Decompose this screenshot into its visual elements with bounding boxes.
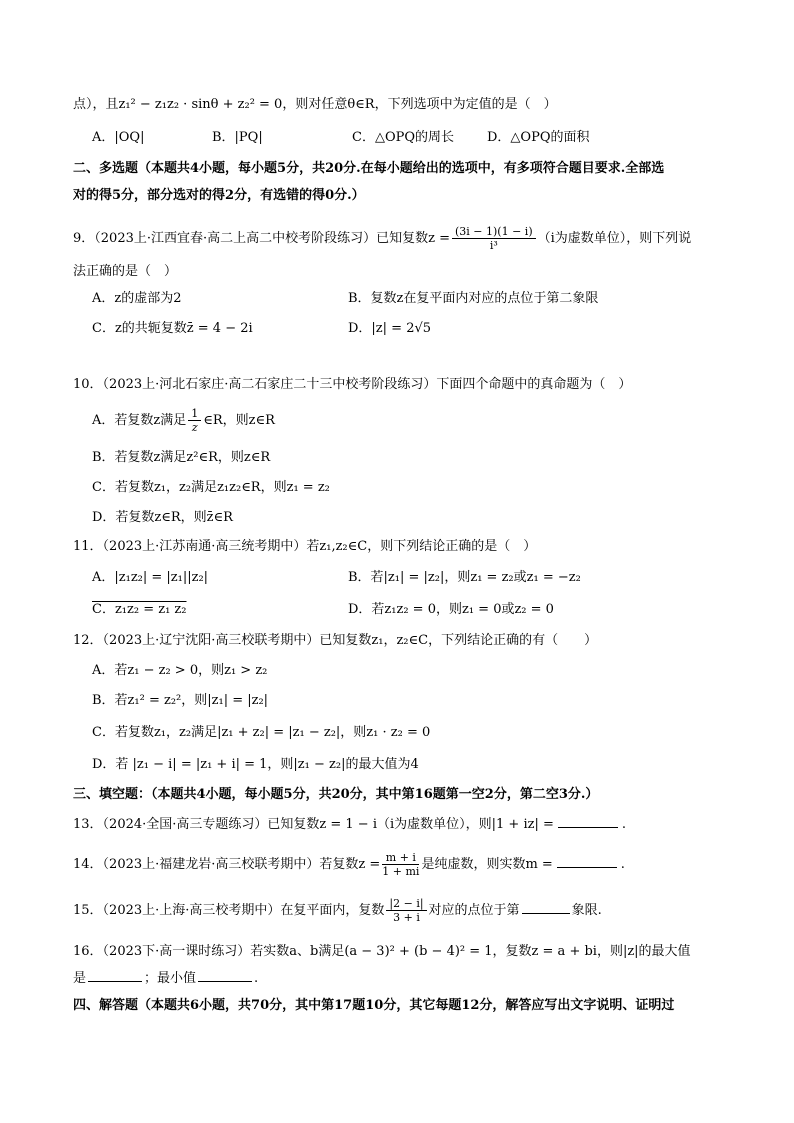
- q10-option-c: C．若复数z₁，z₂满足z₁z₂∈R，则z₁ = z₂: [92, 480, 330, 495]
- q14-stem-mid: 是纯虚数，则实数m =: [421, 857, 553, 872]
- q8-option-c: C．△OPQ的周长: [352, 130, 455, 145]
- q16-stem-post: .: [254, 971, 259, 986]
- q16-stem-pre: 是: [73, 971, 87, 986]
- q9-option-a: A．z的虚部为2: [92, 291, 182, 306]
- q15-stem-mid: 对应的点位于第: [428, 903, 520, 918]
- q8-stem: 点），且z₁² − z₁z₂ · sinθ + z₂² = 0，则对任意θ∈R，下列选项中为定值的是（ ）: [73, 97, 557, 112]
- q9-stem-pre: 9．（2023上·江西宜春·高二上高二中校考阶段练习）已知复数z =: [73, 231, 450, 246]
- q9-stem-cont: 法正确的是（ ）: [73, 264, 178, 279]
- q16-stem-cont: [73, 972, 258, 985]
- q14-numerator: m + i: [382, 852, 419, 865]
- q11-option-b: B．若|z₁| = |z₂|，则z₁ = z₂或z₁ = −z₂: [348, 570, 581, 585]
- q11-option-d: D．若z₁z₂ = 0，则z₁ = 0或z₂ = 0: [348, 602, 554, 617]
- q15-fraction: [386, 898, 426, 923]
- q9-option-b: B．复数z在复平面内对应的点位于第二象限: [348, 291, 599, 306]
- q14-stem: [73, 852, 625, 877]
- q9-option-d: D．|z| = 2√5: [348, 321, 432, 336]
- q11-option-c: C．z₁z₂ = z₁ z₂: [92, 602, 187, 617]
- q10-numerator: 1: [188, 408, 201, 421]
- q15-denominator: 3 + i: [393, 911, 420, 924]
- q12-option-b: B．若z₁² = z₂²，则|z₁| = |z₂|: [92, 693, 269, 708]
- q15-stem: [73, 898, 602, 923]
- q9-stem: [73, 226, 691, 251]
- q12-option-c: C．若复数z₁，z₂满足|z₁ + z₂| = |z₁ − z₂|，则z₁ · z₂ = 0: [92, 725, 431, 740]
- q10-option-d: D．若复数z∈R，则z̄∈R: [92, 510, 233, 525]
- section-2-heading-cont: 对的得5分，部分选对的得2分，有选错的得0分.）: [73, 188, 365, 203]
- q8-option-a: A．|OQ|: [92, 130, 145, 145]
- q10-denominator: z: [191, 421, 198, 434]
- q12-option-a: A．若z₁ − z₂ > 0，则z₁ > z₂: [92, 663, 268, 678]
- q16-stem-mid: ；最小值: [144, 971, 197, 986]
- q8-option-d: D．△OPQ的面积: [487, 130, 590, 145]
- q14-stem-pre: 14．（2023上·福建龙岩·高三校联考期中）若复数z =: [73, 857, 381, 872]
- q10-option-b: B．若复数z满足z²∈R，则z∈R: [92, 450, 271, 465]
- q10-option-a-pre: A．若复数z满足: [92, 413, 187, 428]
- q9-option-c: C．z的共轭复数z̄ = 4 − 2i: [92, 321, 253, 336]
- section-2-heading: 二、多选题（本题共4小题，每小题5分，共20分.在每小题给出的选项中，有多项符合题目要求.全部选: [73, 161, 665, 176]
- q15-stem-pre: 15．（2023上·上海·高三校考期中）在复平面内，复数: [73, 903, 385, 918]
- section-4-heading: 四、解答题（本题共6小题，共70分，其中第17题10分，其它每题12分，解答应写出文字说明、证明过: [73, 998, 675, 1013]
- q13-stem-pre: 13．（2024·全国·高三专题练习）已知复数z = 1 − i（i为虚数单位），则|1 + iz| =: [73, 817, 554, 832]
- q15-stem-post: 象限.: [571, 903, 602, 918]
- q14-denominator: 1 + mi: [382, 865, 420, 878]
- q8-option-b: B．|PQ|: [212, 130, 263, 145]
- q10-fraction: [188, 408, 201, 433]
- q12-stem: 12．（2023上·辽宁沈阳·高三校联考期中）已知复数z₁，z₂∈C，下列结论正确的有（ ）: [73, 633, 598, 648]
- q9-numerator: (3i − 1)(1 − i): [452, 226, 536, 239]
- q10-option-a-post: ∈R，则z∈R: [203, 413, 275, 428]
- q14-answer-blank: [557, 866, 617, 868]
- q11-option-a: A．|z₁z₂| = |z₁||z₂|: [92, 570, 209, 585]
- q16-answer-blank-min: [198, 980, 252, 982]
- q12-option-d: D．若 |z₁ − i| = |z₁ + i| = 1，则|z₁ − z₂|的最大值为4: [92, 757, 419, 772]
- q15-answer-blank: [522, 912, 570, 914]
- q14-fraction: [382, 852, 419, 877]
- q13-stem: [73, 818, 626, 831]
- q9-fraction: [452, 226, 536, 251]
- q16-answer-blank-max: [88, 980, 142, 982]
- q16-stem: 16．（2023下·高一课时练习）若实数a、b满足(a − 3)² + (b − 4)² = 1，复数z = a + bi，则|z|的最大值: [73, 944, 691, 959]
- q9-stem-post: （i为虚数单位），则下列说: [537, 231, 692, 246]
- q9-denominator: i³: [489, 239, 498, 252]
- q13-stem-post: .: [621, 817, 627, 832]
- q10-stem: 10．（2023上·河北石家庄·高二石家庄二十三中校考阶段练习）下面四个命题中的真命题为（ ）: [73, 377, 632, 392]
- q15-numerator: |2 − i|: [386, 898, 426, 911]
- q11-stem: 11．（2023上·江苏南通·高三统考期中）若z₁,z₂∈C，则下列结论正确的是（ ）: [73, 539, 537, 554]
- section-3-heading: 三、填空题：（本题共4小题，每小题5分，共20分，其中第16题第一空2分，第二空3分.）: [73, 787, 599, 802]
- q10-option-a: [92, 408, 275, 433]
- q13-answer-blank: [558, 826, 618, 828]
- q14-stem-post: .: [620, 857, 625, 872]
